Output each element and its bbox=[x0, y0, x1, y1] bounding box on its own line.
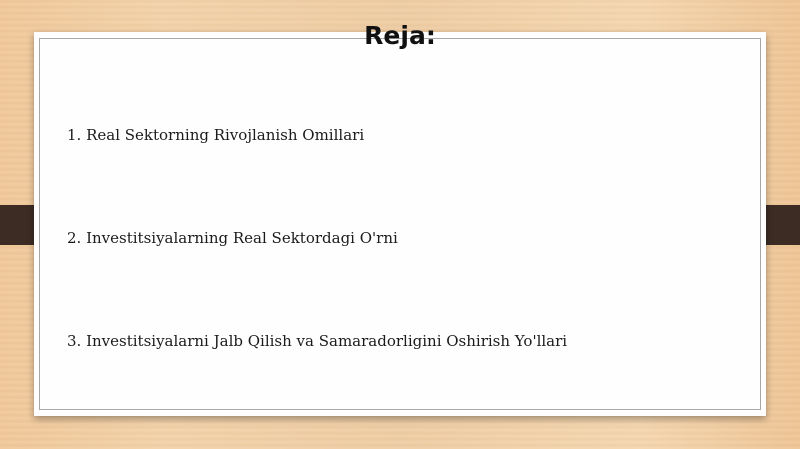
plan-item-1: 1. Real Sektorning Rivojlanish Omillari bbox=[67, 126, 365, 144]
slide-panel bbox=[34, 32, 766, 416]
plan-item-2: 2. Investitsiyalarning Real Sektordagi O'rni bbox=[67, 229, 398, 247]
plan-item-3: 3. Investitsiyalarni Jalb Qilish va Samaradorligini Oshirish Yo'llari bbox=[67, 332, 568, 350]
slide-inner-border bbox=[39, 38, 761, 410]
slide-title: Reja: bbox=[364, 21, 436, 50]
